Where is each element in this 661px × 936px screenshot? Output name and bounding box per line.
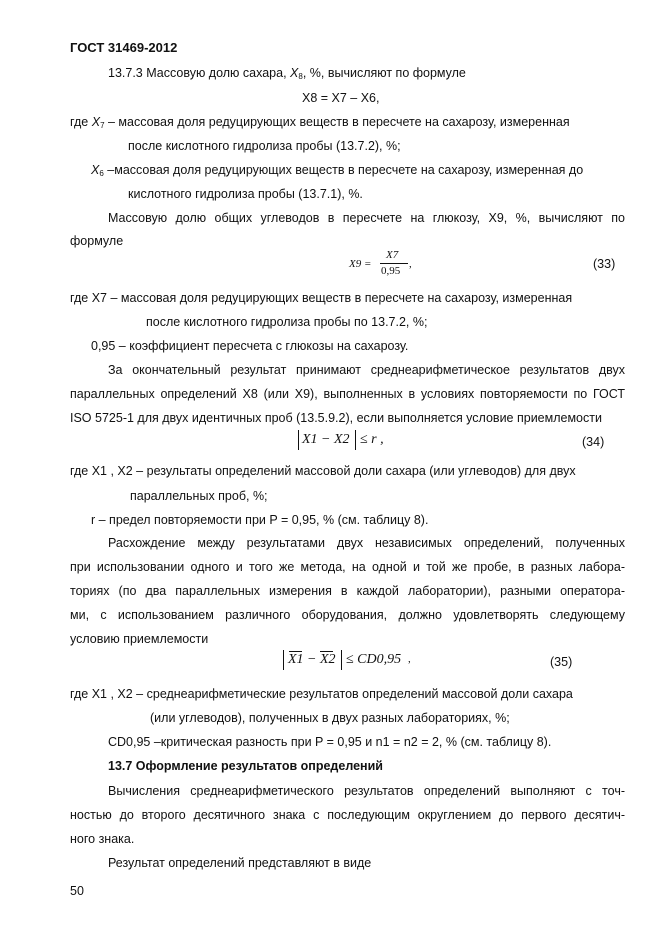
where-x7-sub: 7 <box>100 121 105 130</box>
where-x7-var: X <box>91 115 101 129</box>
where-x7-text: – массовая доля редуцирующих веществ в пересчете на сахарозу, измеренная <box>104 115 570 129</box>
formula-33-lhs: X9 = <box>349 258 372 270</box>
formula-35-rhs: ≤ CD0,95 <box>346 652 402 667</box>
section-13-7-p2-line1: Результат определений представляют в виде <box>108 856 372 870</box>
discrepancy-line5: условию приемлемости <box>70 632 209 646</box>
discrepancy-line2: при использовании одного и того же метода, на одной и той же пробе, в разных лабора- <box>70 560 625 574</box>
formula-33-denominator: 0,95 <box>381 265 401 277</box>
standard-header: ГОСТ 31469-2012 <box>70 40 178 55</box>
page-number: 50 <box>70 884 84 898</box>
carbs-paragraph-line1: Массовую долю общих углеводов в пересчете на глюкозу, X9, %, вычисляют по <box>108 211 625 225</box>
discrepancy-line1: Расхождение между результатами двух независимых определений, полученных <box>108 536 625 550</box>
formula-33-trail: , <box>409 258 412 270</box>
where-35-line2: (или углеводов), полученных в двух разных лабораториях, %; <box>150 711 510 725</box>
formula-34-rhs: ≤ r , <box>360 432 384 447</box>
formula-33-fraction-bar <box>380 263 408 264</box>
section-13-7-3-intro <box>108 65 466 85</box>
where-x6-var: X <box>91 163 100 177</box>
formula-33-number: (33) <box>593 257 616 271</box>
formula-35-abs-right <box>341 650 342 670</box>
formula-35-number: (35) <box>550 655 573 669</box>
where-x6 <box>91 162 583 182</box>
formula-34-body: X1 − X2 <box>302 432 350 447</box>
formula-34-number: (34) <box>582 435 605 449</box>
section-13-7-p1-line3: ного знака. <box>70 832 135 846</box>
formula-35-abs-left <box>283 650 284 670</box>
carbs-paragraph-line2: формуле <box>70 234 124 248</box>
where-34-line3: r – предел повторяемости при P = 0,95, % (см. таблицу 8). <box>91 513 429 527</box>
where-34-line1: где X1 , X2 – результаты определений массовой доли сахара (или углеводов) для двух <box>70 464 576 478</box>
intro-var: X <box>290 66 299 80</box>
formula-34-abs-right <box>355 430 356 450</box>
where-35-line1: где X1 , X2 – среднеарифметические результатов определений массовой доли сахара <box>70 687 573 701</box>
formula-33-numerator: X7 <box>386 249 399 261</box>
where-33-line1: где X7 – массовая доля редуцирующих веществ в пересчете на сахарозу, измеренная <box>70 291 573 305</box>
final-result-line2: параллельных определений X8 (или X9), выполненных в условиях повторяемости по ГОСТ <box>70 387 625 401</box>
where-x6-text: –массовая доля редуцирующих веществ в пересчете на сахарозу, измеренная до <box>103 163 584 177</box>
section-13-7-p1-line2: ностью до второго десятичного знака с последующим округлением до первого десятич- <box>70 808 625 822</box>
intro-sub: 8 <box>298 72 303 81</box>
where-33-line2: после кислотного гидролиза пробы по 13.7.2, %; <box>146 315 428 329</box>
section-13-7-heading: 13.7 Оформление результатов определений <box>108 759 383 773</box>
intro-text: 13.7.3 Массовую долю сахара, <box>108 66 291 80</box>
final-result-line1: За окончательный результат принимают среднеарифметическое результатов двух <box>108 363 625 377</box>
formula-35-body: X1 − X2 <box>288 652 336 667</box>
discrepancy-line3: ториях (по два параллельных измерения в каждой лаборатории), разными оператора- <box>70 584 625 598</box>
discrepancy-line4: ми, с использованием различного оборудования, должно удовлетворять следующему <box>70 608 625 622</box>
formula-sugar: X8 = X7 – X6, <box>302 91 380 105</box>
formula-34-abs-left <box>298 430 299 450</box>
final-result-line3: ISO 5725-1 для двух идентичных проб (13.5.9.2), если выполняется условие приемлемости <box>70 411 602 425</box>
where-lead: где <box>70 115 92 129</box>
where-34-line2: параллельных проб, %; <box>130 489 268 503</box>
where-x6-cont: кислотного гидролиза пробы (13.7.1), %. <box>128 187 363 201</box>
section-13-7-p1-line1: Вычисления среднеарифметического результатов определений выполняют с точ- <box>108 784 625 798</box>
intro-post: , %, вычисляют по формуле <box>302 66 466 80</box>
where-x7 <box>70 114 626 134</box>
where-x7-cont: после кислотного гидролиза пробы (13.7.2), %; <box>128 139 401 153</box>
where-33-line3: 0,95 – коэффициент пересчета с глюкозы на сахарозу. <box>91 339 409 353</box>
formula-35-trail: , <box>408 653 411 665</box>
where-x6-sub: 6 <box>99 169 104 178</box>
where-35-line3: CD0,95 –критическая разность при P = 0,95 и n1 = n2 = 2, % (см. таблицу 8). <box>108 735 552 749</box>
